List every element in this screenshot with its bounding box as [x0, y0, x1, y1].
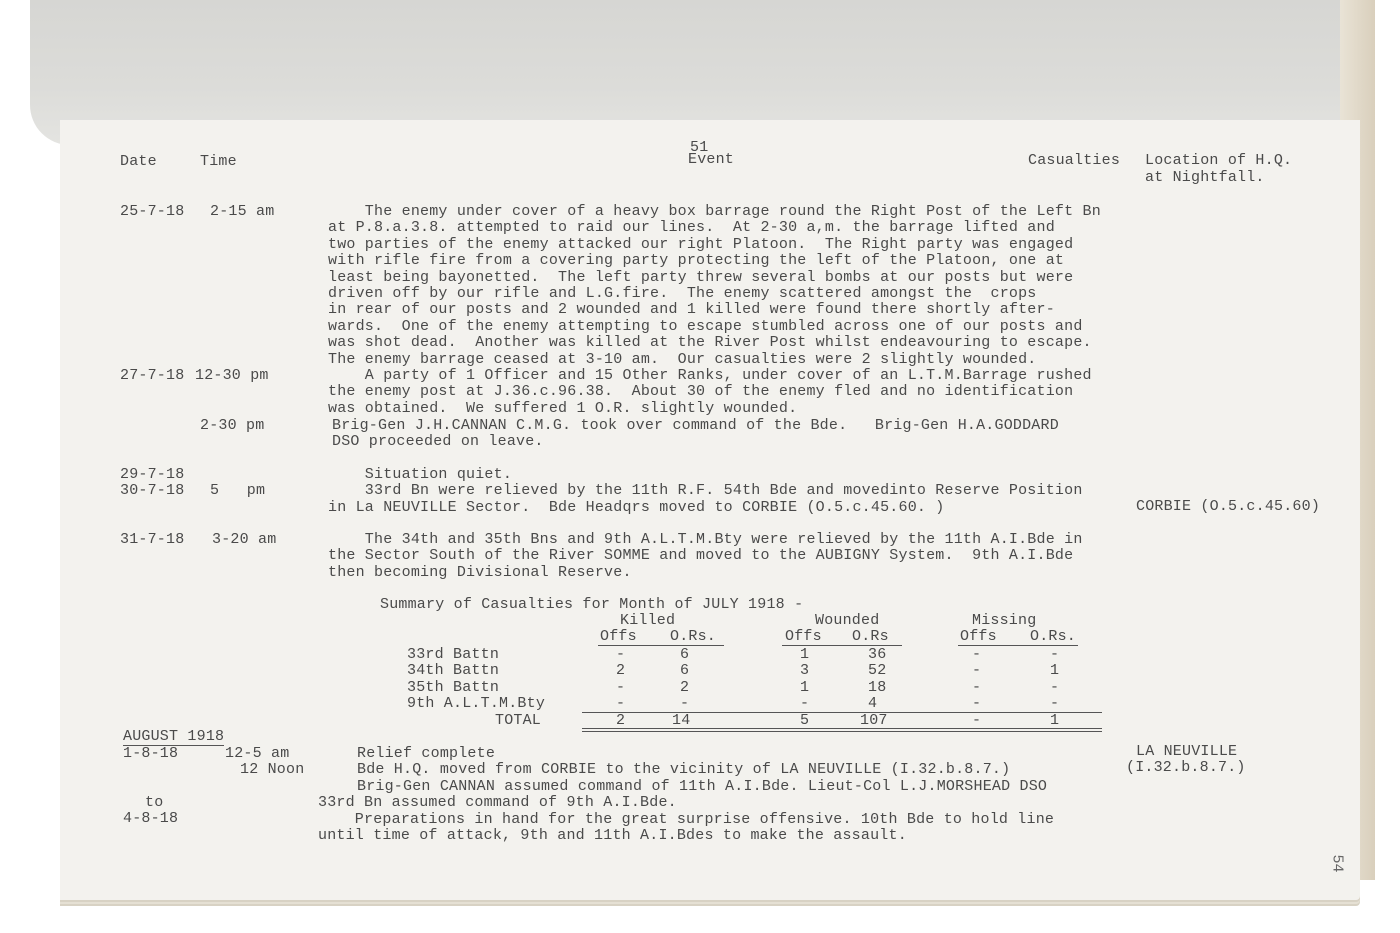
- entry-date: 30-7-18: [120, 482, 185, 500]
- entry-date: 27-7-18: [120, 367, 185, 384]
- entry-line: was obtained. We suffered 1 O.R. slightly wounded.: [328, 399, 798, 417]
- entry-line: Brig-Gen J.H.CANNAN C.M.G. took over command of the Bde. Brig-Gen H.A.GODDARD: [332, 417, 1059, 434]
- total-rule-top: [582, 712, 1102, 713]
- summary-subcol: Offs: [600, 628, 637, 645]
- entry-line: the Sector South of the River SOMME and moved to the AUBIGNY System. 9th A.I.Bde: [328, 547, 1074, 565]
- entry-line: wards. One of the enemy attempting to escape stumbled across one of our posts and: [328, 317, 1083, 335]
- summary-group-killed: Killed: [620, 612, 676, 629]
- entry-line: least being bayonetted. The left party threw several bombs at our posts but were: [328, 268, 1074, 286]
- entry-line: two parties of the enemy attacked our right Platoon. The Right party was engaged: [328, 235, 1074, 253]
- summary-cell: -: [800, 695, 810, 713]
- august-line: until time of attack, 9th and 11th A.I.Bdes to make the assault.: [318, 827, 907, 844]
- summary-cell: -: [1050, 695, 1060, 713]
- entry-line: The 34th and 35th Bns and 9th A.L.T.M.Bty were relieved by the 11th A.I.Bde in: [328, 531, 1083, 548]
- header-location-line2: at Nightfall.: [1145, 169, 1265, 186]
- header-event: Event: [688, 151, 735, 168]
- summary-unit: 9th A.L.T.M.Bty: [407, 695, 546, 713]
- entry-date: 31-7-18: [120, 531, 185, 548]
- summary-unit: 34th Battn: [407, 662, 500, 680]
- summary-group-missing: Missing: [972, 612, 1037, 629]
- summary-group-wounded: Wounded: [815, 612, 880, 629]
- summary-title: Summary of Casualties for Month of JULY 1918 -: [380, 596, 804, 613]
- summary-total-cell: -: [972, 711, 982, 729]
- summary-cell: -: [972, 662, 982, 680]
- summary-cell: -: [616, 678, 626, 696]
- august-heading: AUGUST 1918: [123, 728, 225, 745]
- page-number-top: 51: [690, 139, 709, 156]
- war-diary-page: [60, 120, 1360, 900]
- summary-cell: 52: [868, 662, 887, 680]
- summary-cell: 1: [1050, 662, 1060, 680]
- summary-cell: 2: [680, 678, 690, 696]
- summary-cell: -: [972, 695, 982, 713]
- total-rule-bottom-double: [582, 731, 1102, 732]
- august-location-line2: (I.32.b.8.7.): [1126, 759, 1246, 777]
- august-to: to: [145, 794, 164, 811]
- summary-cell: -: [1050, 678, 1060, 696]
- summary-cell: -: [972, 678, 982, 696]
- summary-cell: 2: [616, 662, 626, 680]
- summary-cell: 18: [868, 678, 887, 696]
- header-location-line1: Location of H.Q.: [1145, 152, 1293, 169]
- entry-line: 33rd Bn were relieved by the 11th R.F. 54th Bde and movedinto Reserve Position: [328, 482, 1083, 500]
- summary-total-cell: 2: [616, 711, 626, 729]
- summary-subcol: O.Rs.: [670, 628, 717, 645]
- entry-line: Situation quiet.: [328, 466, 513, 483]
- summary-cell: 4: [868, 695, 878, 713]
- summary-cell: -: [1050, 646, 1060, 663]
- entry-time: 5 pm: [210, 482, 266, 500]
- entry-date: 25-7-18: [120, 203, 185, 220]
- entry-line: in rear of our posts and 2 wounded and 1 killed were found there shortly after-: [328, 301, 1055, 319]
- header-date: Date: [120, 153, 157, 170]
- summary-subcol: Offs: [960, 628, 997, 645]
- summary-subcol: O.Rs.: [1030, 628, 1077, 645]
- summary-subcol: Offs: [785, 628, 822, 645]
- entry-time: 3-20 am: [212, 531, 277, 548]
- header-casualties: Casualties: [1028, 152, 1121, 169]
- summary-cell: -: [616, 646, 626, 663]
- august-line: Preparations in hand for the great surprise offensive. 10th Bde to hold line: [318, 810, 1055, 828]
- august-line: 33rd Bn assumed command of 9th A.I.Bde.: [318, 794, 677, 812]
- august-date-end: 4-8-18: [123, 810, 179, 828]
- summary-cell: -: [616, 695, 626, 713]
- summary-unit: 35th Battn: [407, 678, 500, 696]
- summary-cell: -: [972, 646, 982, 663]
- entry-line: with rifle fire from a covering party protecting the left of the Platoon, one at: [328, 252, 1065, 270]
- august-date-start: 1-8-18: [123, 745, 179, 762]
- entry-line: A party of 1 Officer and 15 Other Ranks, under cover of an L.T.M.Barrage rushed: [328, 367, 1092, 384]
- entry-line: at P.8.a.3.8. attempted to raid our lines. At 2-30 a,m. the barrage lifted and: [328, 219, 1055, 237]
- summary-cell: 36: [868, 646, 887, 663]
- side-page-number: 54: [1328, 854, 1346, 873]
- summary-cell: 1: [800, 678, 810, 696]
- summary-cell: -: [680, 695, 690, 713]
- summary-cell: 3: [800, 662, 810, 680]
- entry-line: driven off by our rifle and L.G.fire. The enemy scattered amongst the crops: [328, 285, 1037, 302]
- august-line: Bde H.Q. moved from CORBIE to the vicinity of LA NEUVILLE (I.32.b.8.7.): [357, 761, 1011, 779]
- entry-line: The enemy barrage ceased at 3-10 am. Our casualties were 2 slightly wounded.: [328, 350, 1037, 368]
- entry-time: 12-30 pm: [195, 367, 269, 384]
- august-line: Brig-Gen CANNAN assumed command of 11th A.I.Bde. Lieut-Col L.J.MORSHEAD DSO: [357, 777, 1048, 795]
- entry-line: was shot dead. Another was killed at the River Post whilst endeavouring to escape.: [328, 334, 1092, 352]
- august-location-line1: LA NEUVILLE: [1136, 743, 1238, 760]
- summary-total-cell: 107: [860, 711, 888, 729]
- summary-cell: 6: [680, 646, 690, 663]
- entry-date: 29-7-18: [120, 466, 185, 483]
- summary-cell: 6: [680, 662, 690, 680]
- entry-line: The enemy under cover of a heavy box barrage round the Right Post of the Left Bn: [328, 203, 1101, 220]
- total-rule-bottom: [582, 728, 1102, 729]
- summary-unit: 33rd Battn: [407, 646, 500, 663]
- august-line: Relief complete: [357, 745, 496, 762]
- entry-line: then becoming Divisional Reserve.: [328, 563, 632, 581]
- summary-total-label: TOTAL: [495, 711, 542, 729]
- header-time: Time: [200, 153, 237, 170]
- entry-time: 2-15 am: [210, 203, 275, 220]
- summary-total-cell: 1: [1050, 711, 1060, 729]
- summary-cell: 1: [800, 646, 810, 663]
- entry-line: the enemy post at J.36.c.96.38. About 30 of the enemy fled and no identification: [328, 383, 1074, 401]
- summary-subcol: O.Rs: [852, 628, 889, 645]
- august-time-2: 12 Noon: [240, 761, 305, 779]
- entry-line: DSO proceeded on leave.: [332, 433, 544, 451]
- summary-total-cell: 14: [672, 711, 691, 729]
- entry-time: 2-30 pm: [200, 417, 265, 434]
- entry-line: in La NEUVILLE Sector. Bde Headqrs moved to CORBIE (O.5.c.45.60. ): [328, 498, 945, 516]
- august-time-1: 12-5 am: [225, 745, 290, 762]
- entry-location: CORBIE (O.5.c.45.60): [1136, 498, 1321, 515]
- summary-total-cell: 5: [800, 711, 810, 729]
